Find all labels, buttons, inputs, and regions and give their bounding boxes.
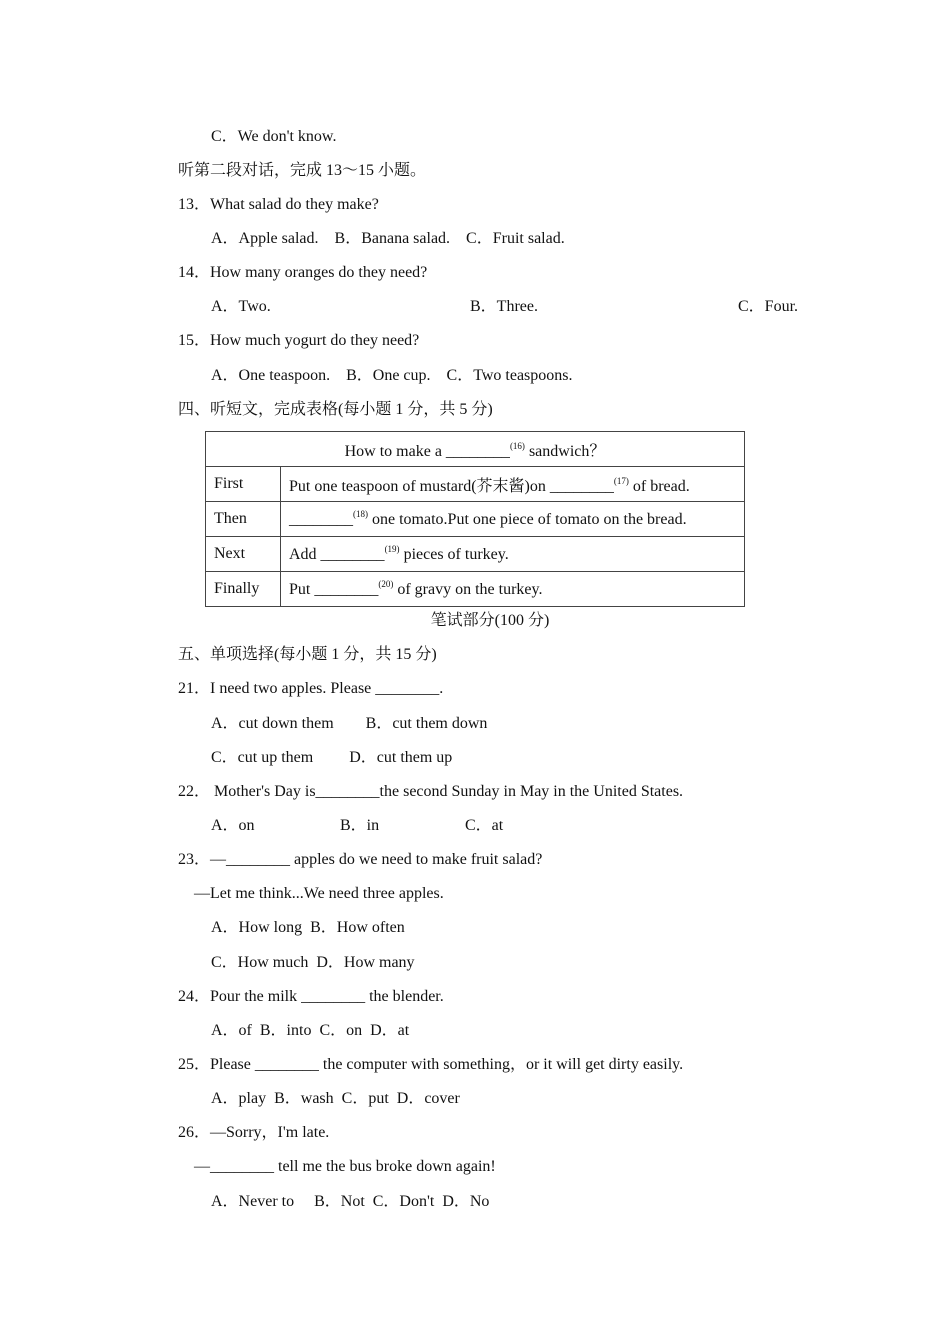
q14-option-a: A．Two. (211, 298, 271, 315)
q23-options-line1: A．How long B．How often (211, 919, 405, 936)
dialog2-instruction: 听第二段对话，完成 13～15 小题。 (178, 162, 427, 179)
q14-option-c: C．Four. (738, 298, 799, 315)
q14-stem: 14．How many oranges do they need? (178, 264, 428, 281)
q12-option-c: C．We don't know. (211, 128, 337, 145)
table-row (206, 502, 745, 537)
written-part-title: 笔试部分(100 分) (430, 612, 550, 629)
q26-stem: 26．—Sorry，I'm late. (178, 1124, 330, 1141)
table-title-row (206, 432, 745, 467)
step-text: ________$^{(18)}$ one tomato.Put one piece of tomato on the bread. (281, 502, 745, 537)
q21-options-line1: A．cut down them B．cut them down (211, 715, 488, 732)
q25-stem: 25．Please ________ the computer with something，or it will get dirty easily. (178, 1056, 684, 1073)
q15-options: A．One teaspoon. B．One cup. C．Two teaspoons. (211, 367, 573, 384)
q26-reply: —________ tell me the bus broke down again! (194, 1158, 496, 1175)
sandwich-table (205, 431, 745, 607)
step-label: Then (206, 502, 281, 537)
q22-option-c: C．at (465, 817, 504, 834)
section5-heading: 五、单项选择(每小题 1 分，共 15 分) (178, 646, 437, 663)
q24-stem: 24．Pour the milk ________ the blender. (178, 988, 444, 1005)
q13-stem: 13．What salad do they make? (178, 196, 379, 213)
table-row (206, 572, 745, 607)
q26-options: A．Never to B．Not C．Don't D．No (211, 1193, 490, 1210)
q23-stem: 23．—________ apples do we need to make fruit salad? (178, 851, 543, 868)
q21-options-line2: C．cut up them D．cut them up (211, 749, 453, 766)
step-label: First (206, 467, 281, 502)
q23-reply: —Let me think...We need three apples. (194, 885, 444, 902)
table-row (206, 537, 745, 572)
q21-stem: 21．I need two apples. Please ________. (178, 680, 444, 697)
step-label: Finally (206, 572, 281, 607)
q22-option-a: A．on (211, 817, 255, 834)
q14-option-b: B．Three. (470, 298, 538, 315)
q13-options: A．Apple salad. B．Banana salad. C．Fruit salad. (211, 230, 565, 247)
q23-options-line2: C．How much D．How many (211, 954, 415, 971)
step-text: Add ________$^{(19)}$ pieces of turkey. (281, 537, 745, 572)
section4-heading: 四、听短文，完成表格(每小题 1 分，共 5 分) (178, 401, 493, 418)
step-label: Next (206, 537, 281, 572)
q22-option-b: B．in (340, 817, 380, 834)
q15-stem: 15．How much yogurt do they need? (178, 332, 420, 349)
step-text: Put one teaspoon of mustard(芥末酱)on ________$^{(17)}$ of bread. (281, 467, 745, 502)
table-title: How to make a ________$^{(16)}$ sandwich？ (206, 432, 745, 467)
q25-options: A．play B．wash C．put D．cover (211, 1090, 460, 1107)
table-row (206, 467, 745, 502)
q24-options: A．of B．into C．on D．at (211, 1022, 410, 1039)
q22-stem: 22． Mother's Day is________the second Sunday in May in the United States. (178, 783, 684, 800)
step-text: Put ________$^{(20)}$ of gravy on the turkey. (281, 572, 745, 607)
